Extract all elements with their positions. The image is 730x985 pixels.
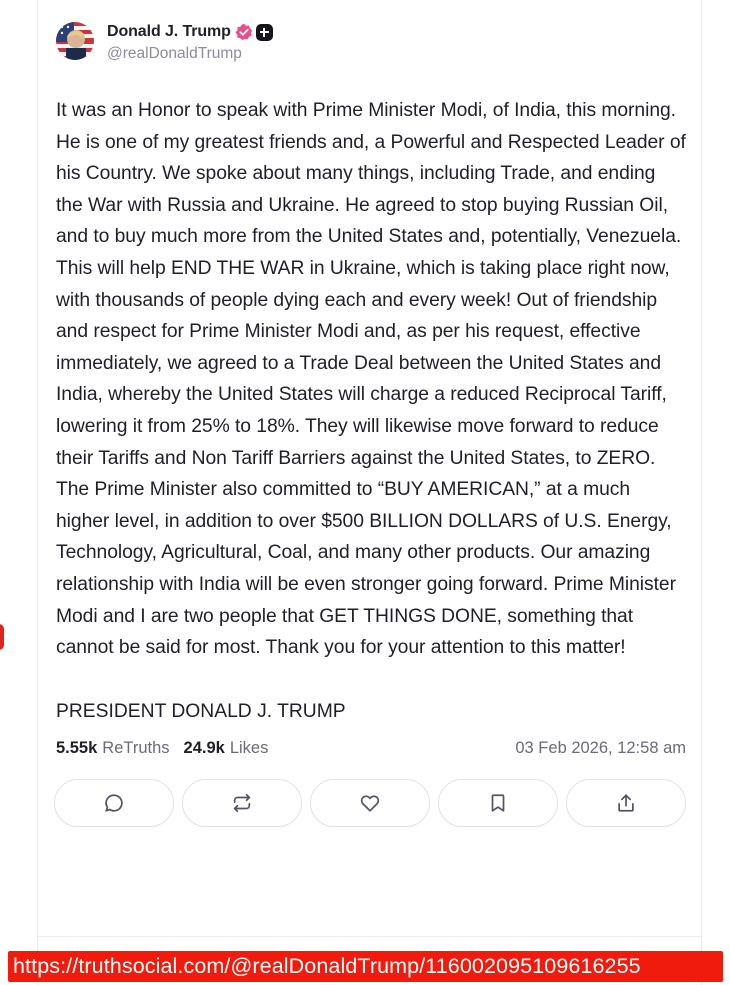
post-body-text: It was an Honor to speak with Prime Minister Modi, of India, this morning. He is one of my greatest friends and, a Powerful and Respected Leader of his Country. We spoke about many things, including Trade, and ending the War with Russia and Ukraine. He agreed to stop buying Russian Oil, and to buy much more from the United States and, potentially, Venezuela. This will help END THE WAR in Ukraine, which is taking place right now, with thousands of people dying each and every week! Out of friendship and respect for Prime Minister Modi and, as per his request, effective immediately, we agreed to a Trade Deal between the United States and India, whereby the United States will charge a reduced Reciprocal Tariff, lowering it from 25% to 18%. They will likewise move forward to reduce their Tariffs and Non Tariff Barriers against the United States, to ZERO. The Prime Minister also committed to “BUY AMERICAN,” at a much higher level, in addition to over $500 BILLION DOLLARS of U.S. Energy, Technology, Agricultural, Coal, and many other products. Our amazing relationship with India will be even stronger going forward. Prime Minister Modi and I are two people that GET THINGS DONE, something that cannot be said for most. Thank you for your attention to this matter!	[56, 100, 686, 659]
post-actions	[54, 779, 686, 827]
author-display-name[interactable]: Donald J. Trump	[107, 23, 231, 40]
feed-right-border	[701, 0, 702, 985]
likes-count: 24.9k	[183, 739, 225, 758]
likes-label: Likes	[229, 739, 269, 758]
post-signature: PRESIDENT DONALD J. TRUMP	[56, 700, 346, 722]
speech-bubble-icon	[103, 792, 125, 814]
verified-badge-icon	[235, 23, 253, 41]
bookmark-button[interactable]	[438, 779, 558, 827]
share-button[interactable]	[566, 779, 686, 827]
bookmark-icon	[487, 792, 509, 814]
post-header	[56, 18, 686, 68]
reply-button[interactable]	[54, 779, 174, 827]
side-indicator	[0, 624, 4, 650]
author-info	[107, 18, 273, 63]
feed-left-border	[37, 0, 38, 985]
likes-stat[interactable]	[184, 739, 269, 758]
author-handle[interactable]: @realDonaldTrump	[107, 45, 242, 62]
retruths-label: ReTruths	[102, 739, 170, 758]
repost-arrows-icon	[231, 792, 253, 814]
heart-icon	[359, 792, 381, 814]
post-stats	[56, 737, 686, 761]
retruth-button[interactable]	[182, 779, 302, 827]
post-timestamp[interactable]: 03 Feb 2026, 12:58 am	[515, 739, 686, 758]
post-url-banner: https://truthsocial.com/@realDonaldTrump/116002095109616255	[8, 951, 723, 982]
post-separator	[38, 936, 701, 937]
like-button[interactable]	[310, 779, 430, 827]
post-card	[56, 18, 686, 827]
author-name-row	[107, 21, 273, 43]
avatar[interactable]	[56, 22, 94, 60]
share-upload-icon	[615, 792, 637, 814]
retruths-count: 5.55k	[56, 739, 98, 758]
plus-badge-icon	[256, 24, 273, 41]
retruths-stat[interactable]	[56, 739, 170, 758]
